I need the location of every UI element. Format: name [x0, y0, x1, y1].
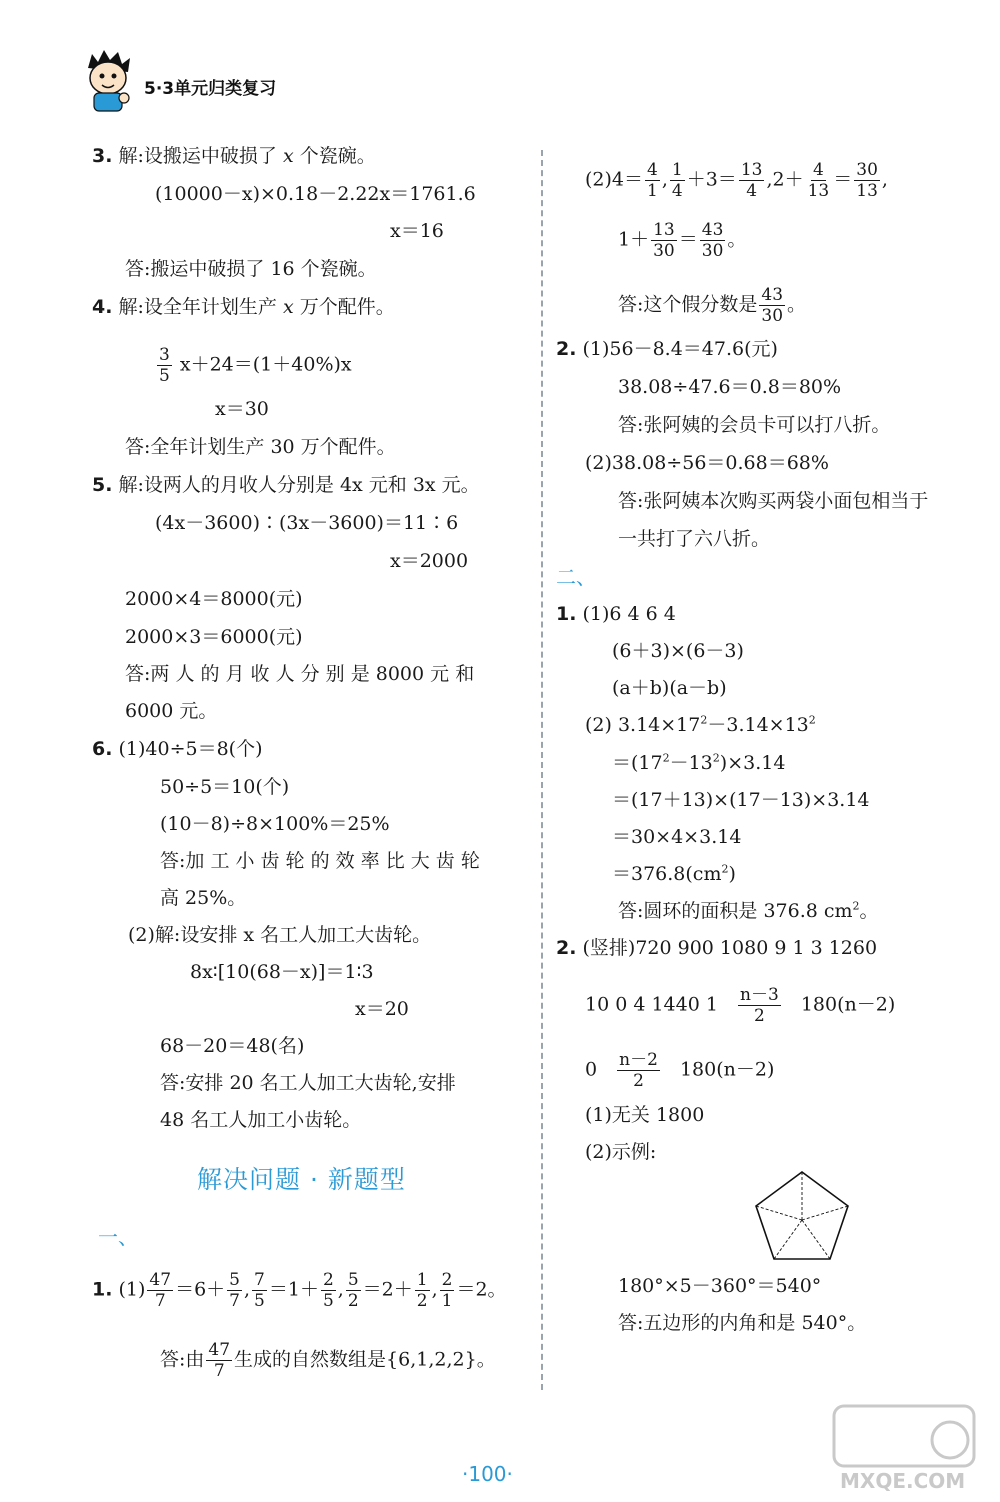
p1-q1-part: (1) — [118, 1278, 146, 1301]
q6-answer2-line2: 48 名工人加工小齿轮。 — [160, 1109, 362, 1131]
superscript: 2 — [700, 713, 708, 727]
p1-q1-line1 — [92, 1270, 507, 1311]
p2-q2-calc: 180°×5－360°＝540° — [618, 1275, 822, 1297]
q6-solution: x＝20 — [355, 998, 409, 1020]
p2-q1-line1 — [556, 603, 676, 625]
q6-number: 6. — [92, 738, 113, 760]
text-run: 。 — [727, 228, 747, 251]
q6-calc2: 50÷5＝10(个) — [160, 776, 290, 798]
fraction — [227, 1270, 242, 1311]
text-run: )×3.14 — [719, 752, 786, 774]
p2-q1-part2 — [585, 714, 816, 736]
fraction — [806, 160, 832, 201]
p2-q1-answer — [618, 900, 879, 922]
text-run: ) — [728, 863, 736, 885]
r1-line2 — [618, 220, 746, 261]
fraction-numerator: 43 — [761, 285, 784, 305]
text-run: 答:这个假分数是 — [618, 293, 758, 316]
fraction-numerator: 5 — [229, 1270, 240, 1290]
text-run: , — [881, 168, 888, 191]
text-run: , — [661, 168, 668, 191]
fraction-denominator: 13 — [856, 181, 878, 201]
text-run: ＝ — [833, 168, 853, 191]
p2-q2-number: 2. — [556, 937, 577, 959]
fraction-denominator: 2 — [416, 1291, 428, 1311]
fraction-numerator: 13 — [653, 220, 675, 240]
q6-answer1-line2: 高 25%。 — [160, 887, 247, 909]
fraction-denominator: 13 — [807, 181, 830, 201]
fraction — [739, 160, 765, 201]
text-run: －3.14×13 — [707, 714, 809, 736]
superscript: 2 — [808, 713, 816, 727]
q3-var: x — [282, 145, 294, 167]
q3-solution: x＝16 — [390, 220, 444, 242]
pentagon-diagram — [752, 1170, 852, 1262]
q4-solution: x＝30 — [215, 398, 269, 420]
q4-line1 — [92, 296, 395, 318]
fraction-denominator: 30 — [701, 241, 724, 261]
text-run: , — [243, 1278, 251, 1301]
part-one-heading: 一、 — [98, 1225, 138, 1249]
p2-q1-step1 — [612, 752, 785, 774]
fraction-numerator: 30 — [856, 160, 878, 180]
q5-answer-line1: 答:两 人 的 月 收 人 分 别 是 8000 元 和 — [125, 663, 475, 685]
q6-answer2-line1: 答:安排 20 名工人加工大齿轮,安排 — [160, 1072, 456, 1094]
r2-calc: 38.08÷47.6＝0.8＝80% — [618, 376, 842, 398]
r2-answer2-line1: 答:张阿姨本次购买两袋小面包相当于 — [618, 490, 929, 512]
text-run: 。 — [787, 293, 807, 316]
section-title: 解决问题 · 新题型 — [197, 1165, 406, 1194]
fraction-numerator: 47 — [208, 1340, 231, 1360]
fraction-numerator: 2 — [441, 1270, 453, 1290]
fraction-denominator: 30 — [761, 306, 784, 326]
text-run: 1＋ — [618, 228, 650, 251]
q5-text: 解:设两人的月收人分别是 4x 元和 3x 元。 — [118, 474, 480, 496]
superscript: 2 — [852, 899, 860, 913]
r2-part2: (2)38.08÷56＝0.68＝68% — [585, 452, 829, 474]
q6-line1 — [92, 738, 263, 760]
text-run: (2) 3.14×17 — [585, 714, 701, 736]
r1-answer — [618, 285, 806, 326]
p2-q2-values: (竖排)720 900 1080 9 1 3 1260 — [582, 937, 878, 959]
watermark-logo — [830, 1400, 990, 1495]
p2-q1-number: 1. — [556, 603, 577, 625]
p2-q2-line3 — [585, 1050, 774, 1091]
q3-text: 解:设搬运中破损了 — [118, 145, 277, 167]
header-title: 5·3单元归类复习 — [144, 79, 277, 99]
fraction-numerator: 3 — [159, 345, 170, 365]
column-divider — [541, 150, 543, 1390]
fraction — [645, 160, 660, 201]
fraction-denominator: 5 — [322, 1291, 334, 1311]
text-run: 0 — [585, 1058, 598, 1081]
fraction — [321, 1270, 336, 1311]
p2-q1-step4 — [612, 863, 736, 885]
r2-part1: (1)56－8.4＝47.6(元) — [582, 338, 778, 360]
fraction-numerator: 7 — [254, 1270, 265, 1290]
q4-var: x — [282, 296, 294, 318]
fraction — [147, 1270, 173, 1311]
p2-q2-answer: 答:五边形的内角和是 540°。 — [618, 1312, 867, 1334]
fraction-numerator: 4 — [647, 160, 658, 180]
fraction-denominator: 7 — [154, 1291, 166, 1311]
text-run: (2)4＝ — [585, 168, 644, 191]
q4-fraction — [157, 345, 172, 386]
p2-q1-part1: (1)6 4 6 4 — [582, 603, 676, 625]
r2-answer1: 答:张阿姨的会员卡可以打八折。 — [618, 414, 891, 436]
q3-answer: 答:搬运中破损了 16 个瓷碗。 — [125, 258, 377, 280]
p2-q1-step2: ＝(17＋13)×(17－13)×3.14 — [612, 789, 870, 811]
fraction — [617, 1050, 660, 1091]
p2-q2-part2: (2)示例: — [585, 1141, 657, 1163]
q4-number: 4. — [92, 296, 113, 318]
fraction — [252, 1270, 267, 1311]
fraction-denominator: 7 — [213, 1361, 225, 1381]
q6-calc3: (10－8)÷8×100%＝25% — [160, 813, 390, 835]
text-run: ,2＋ — [766, 168, 804, 191]
text-run: 。 — [859, 900, 879, 922]
superscript: 2 — [662, 751, 670, 765]
q4-equation-text: x＋24＝(1＋40%)x — [179, 353, 352, 376]
fraction-numerator: 43 — [701, 220, 724, 240]
p2-q1-step3: ＝30×4×3.14 — [612, 826, 742, 848]
r2-answer2-line2: 一共打了六八折。 — [618, 528, 771, 550]
fraction-numerator: n－2 — [619, 1050, 658, 1070]
text-run: ＝2＋ — [362, 1278, 413, 1301]
q3-equation: (10000－x)×0.18－2.22x＝1761.6 — [155, 183, 476, 205]
q6-equation: 8x∶[10(68－x)]＝1∶3 — [190, 961, 374, 983]
fraction — [738, 985, 781, 1026]
q3-number: 3. — [92, 145, 113, 167]
text-run: ＋3＝ — [686, 168, 737, 191]
superscript: 2 — [712, 751, 720, 765]
fraction-numerator: 1 — [416, 1270, 428, 1290]
p2-q1-line2: (6＋3)×(6－3) — [612, 640, 744, 662]
fraction-denominator: 1 — [441, 1291, 453, 1311]
fraction-numerator: 5 — [347, 1270, 359, 1290]
fraction-denominator: 1 — [647, 181, 658, 201]
fraction-denominator: 30 — [653, 241, 675, 261]
q5-number: 5. — [92, 474, 113, 496]
fraction-denominator: 5 — [254, 1291, 265, 1311]
r1-line1 — [585, 160, 888, 201]
q5-calc1: 2000×4＝8000(元) — [125, 588, 303, 610]
fraction-denominator: 5 — [159, 366, 170, 386]
text-run: ＝376.8(cm — [612, 863, 722, 885]
page-header — [78, 48, 338, 118]
text-run: ＝2。 — [456, 1278, 507, 1301]
fraction-numerator: 47 — [149, 1270, 172, 1290]
q4-equation — [155, 345, 352, 386]
q6-part1: (1)40÷5＝8(个) — [118, 738, 263, 760]
fraction-numerator: 4 — [813, 160, 824, 180]
q6-answer1-line1: 答:加 工 小 齿 轮 的 效 率 比 大 齿 轮 — [160, 850, 480, 872]
text-run: 答:由 — [160, 1348, 205, 1371]
q6-calc4: 68－20＝48(名) — [160, 1035, 305, 1057]
text-run: , — [431, 1278, 438, 1301]
fraction-denominator: 4 — [671, 181, 683, 201]
fraction-numerator: 1 — [671, 160, 683, 180]
fraction — [440, 1270, 455, 1311]
q4-text: 解:设全年计划生产 — [118, 296, 277, 318]
fraction-denominator: 7 — [229, 1291, 240, 1311]
p1-q1-answer — [160, 1340, 496, 1381]
mascot-logo — [78, 48, 138, 114]
fraction-numerator: 2 — [322, 1270, 334, 1290]
fraction-numerator: 13 — [740, 160, 763, 180]
q5-equation: (4x－3600)∶(3x－3600)＝11∶6 — [155, 512, 459, 534]
q6-part2: (2)解:设安排 x 名工人加工大齿轮。 — [128, 924, 432, 946]
watermark-text: MXQE.COM — [840, 1469, 966, 1493]
fraction-denominator: 4 — [746, 181, 758, 201]
text-run: 生成的自然数组是{6,1,2,2}。 — [234, 1348, 496, 1371]
r2-line1 — [556, 338, 778, 360]
fraction — [854, 160, 880, 201]
fraction — [700, 220, 726, 261]
text-run: ＝ — [678, 228, 698, 251]
p1-q1-number: 1. — [92, 1278, 113, 1301]
part-two-heading: 二、 — [556, 565, 596, 589]
q4-answer: 答:全年计划生产 30 万个配件。 — [125, 436, 396, 458]
text-run: , — [337, 1278, 344, 1301]
q5-line1 — [92, 474, 480, 496]
text-run: 10 0 4 1440 1 — [585, 993, 718, 1016]
q5-answer-line2: 6000 元。 — [125, 700, 218, 722]
text-run: ＝(17 — [612, 752, 663, 774]
q3-line1 — [92, 145, 376, 167]
text-run: ＝6＋ — [175, 1278, 226, 1301]
text-run: 180(n－2) — [800, 993, 896, 1016]
p2-q2-line2 — [585, 985, 895, 1026]
p2-q2-line1 — [556, 937, 877, 959]
p2-q1-line3: (a＋b)(a－b) — [612, 677, 727, 699]
q4-text-b: 万个配件。 — [299, 296, 395, 318]
fraction — [759, 285, 785, 326]
fraction — [415, 1270, 430, 1311]
p2-q2-part1: (1)无关 1800 — [585, 1104, 705, 1126]
fraction — [670, 160, 685, 201]
text-run: －13 — [669, 752, 713, 774]
text-run: ＝1＋ — [268, 1278, 319, 1301]
fraction — [206, 1340, 232, 1381]
text-run: 180(n－2) — [679, 1058, 775, 1081]
fraction-denominator: 2 — [753, 1006, 765, 1026]
fraction-denominator: 2 — [347, 1291, 359, 1311]
fraction — [651, 220, 677, 261]
q5-calc2: 2000×3＝6000(元) — [125, 626, 303, 648]
superscript: 2 — [721, 862, 729, 876]
r2-number: 2. — [556, 338, 577, 360]
fraction-numerator: n－3 — [740, 985, 779, 1005]
q3-text-b: 个瓷碗。 — [299, 145, 376, 167]
q5-solution: x＝2000 — [390, 550, 469, 572]
page-number: ·100· — [462, 1462, 513, 1486]
text-run: 答:圆环的面积是 376.8 cm — [618, 900, 853, 922]
fraction-denominator: 2 — [633, 1071, 644, 1091]
fraction — [346, 1270, 361, 1311]
